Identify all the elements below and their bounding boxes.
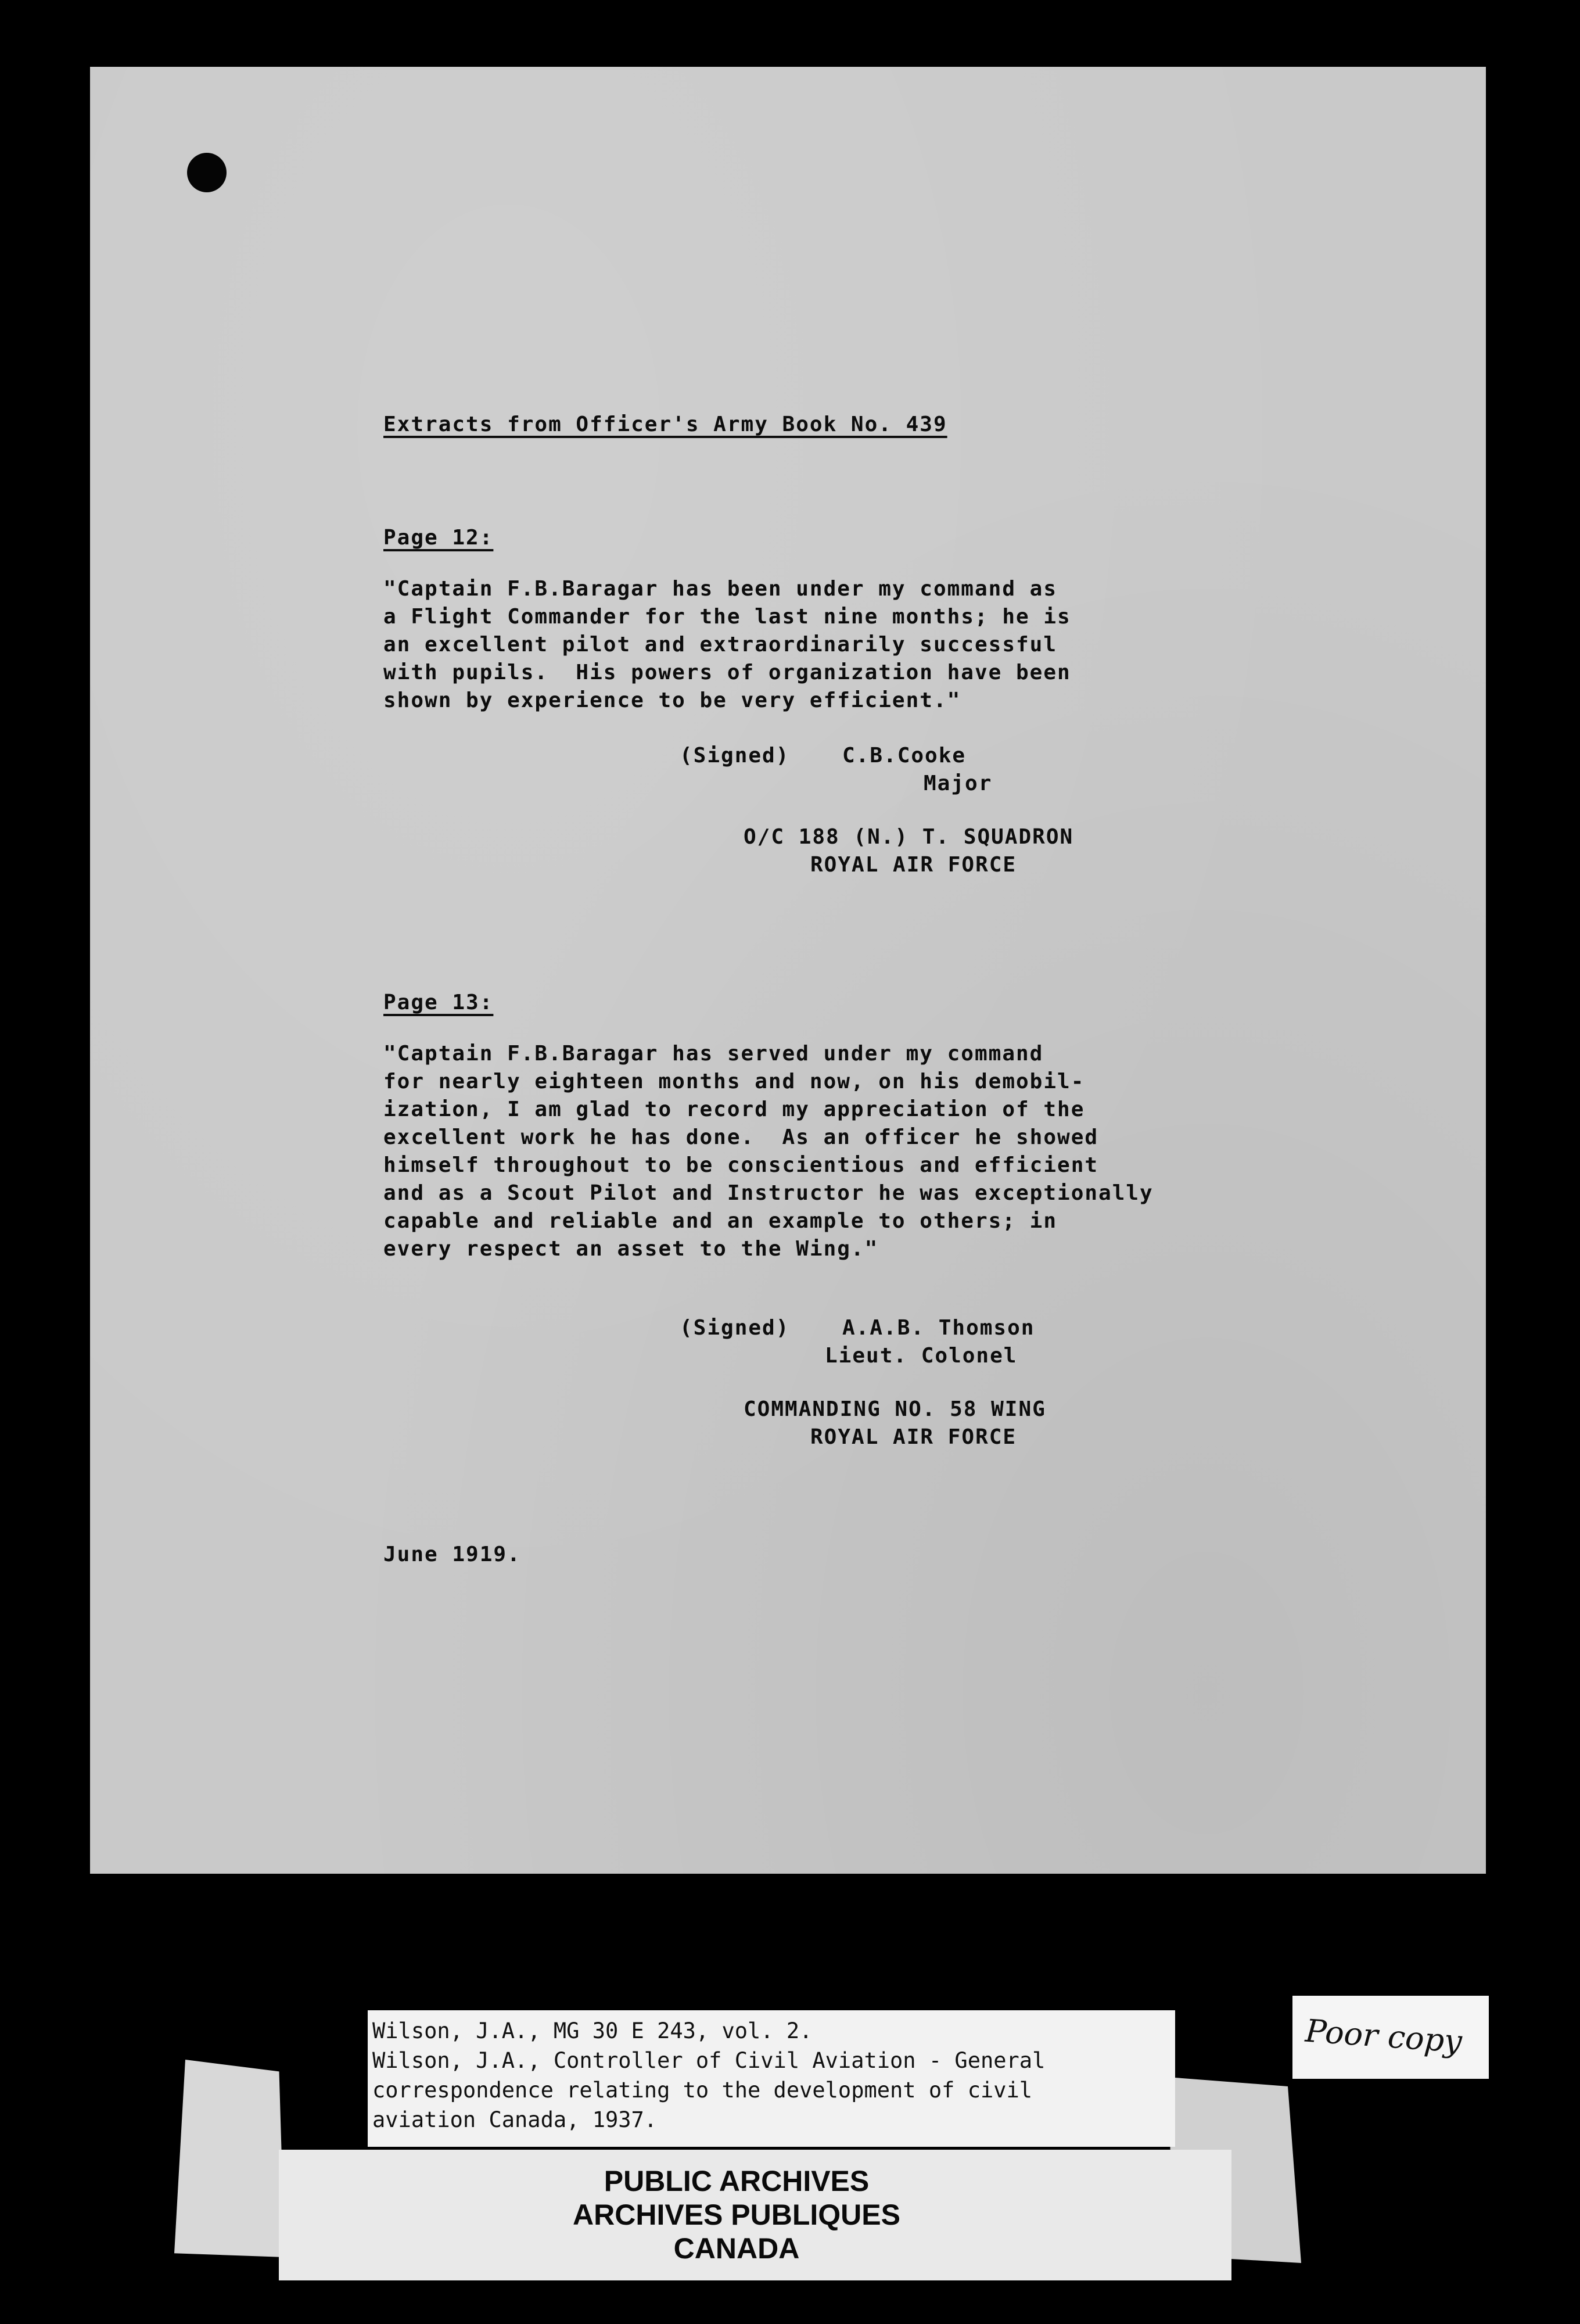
unit-line: ROYAL AIR FORCE <box>810 1425 1017 1449</box>
quote-line: "Captain F.B.Baragar has been under my command as <box>383 577 1058 601</box>
archive-stamp-line: CANADA <box>673 2232 800 2265</box>
quote-line: himself throughout to be conscientious and efficient <box>383 1153 1099 1177</box>
document-heading: Extracts from Officer's Army Book No. 439 <box>383 413 947 436</box>
unit-line: COMMANDING NO. 58 WING <box>744 1397 1046 1421</box>
quote-line: for nearly eighteen months and now, on his demobil- <box>383 1070 1085 1093</box>
signed-prefix: (Signed) <box>680 1316 790 1340</box>
archive-reference-line: Wilson, J.A., MG 30 E 243, vol. 2. <box>372 2018 813 2043</box>
page-12-label: Page 12: <box>383 526 494 550</box>
archive-stamp-line: PUBLIC ARCHIVES <box>604 2165 870 2197</box>
quote-line: and as a Scout Pilot and Instructor he was exceptionally <box>383 1181 1154 1205</box>
archive-reference-line: aviation Canada, 1937. <box>372 2107 658 2132</box>
signer-name: A.A.B. Thomson <box>842 1316 1035 1340</box>
document-date: June 1919. <box>383 1543 521 1566</box>
signer-name: C.B.Cooke <box>842 744 967 768</box>
page-13-label: Page 13: <box>383 991 494 1014</box>
unit-line: O/C 188 (N.) T. SQUADRON <box>744 825 1074 849</box>
quote-line: excellent work he has done. As an officer he showed <box>383 1125 1099 1149</box>
poor-copy-note <box>1292 1996 1489 2079</box>
archive-reference-line: correspondence relating to the development of civil <box>372 2078 1033 2103</box>
quote-line: an excellent pilot and extraordinarily successful <box>383 633 1058 657</box>
quote-line: shown by experience to be very efficient." <box>383 688 961 712</box>
archive-clip-left <box>174 2060 285 2257</box>
archive-reference-card <box>368 2010 1175 2147</box>
quote-line: "Captain F.B.Baragar has served under my command <box>383 1042 1044 1066</box>
unit-line: ROYAL AIR FORCE <box>810 853 1017 877</box>
document-sheet <box>90 67 1486 1874</box>
quote-line: ization, I am glad to record my appreciation of the <box>383 1098 1085 1121</box>
poor-copy-text: Poor copy <box>1304 2012 1463 2060</box>
archive-reference-line: Wilson, J.A., Controller of Civil Aviation - General <box>372 2048 1046 2073</box>
signer-rank: Major <box>924 772 993 795</box>
quote-line: capable and reliable and an example to others; in <box>383 1209 1058 1233</box>
quote-line: a Flight Commander for the last nine months; he is <box>383 605 1071 629</box>
punch-hole <box>187 153 227 192</box>
quote-line: with pupils. His powers of organization have been <box>383 661 1071 684</box>
signed-prefix: (Signed) <box>680 744 790 768</box>
signer-rank: Lieut. Colonel <box>825 1344 1018 1368</box>
quote-line: every respect an asset to the Wing." <box>383 1237 879 1261</box>
archive-stamp-line: ARCHIVES PUBLIQUES <box>573 2199 900 2231</box>
